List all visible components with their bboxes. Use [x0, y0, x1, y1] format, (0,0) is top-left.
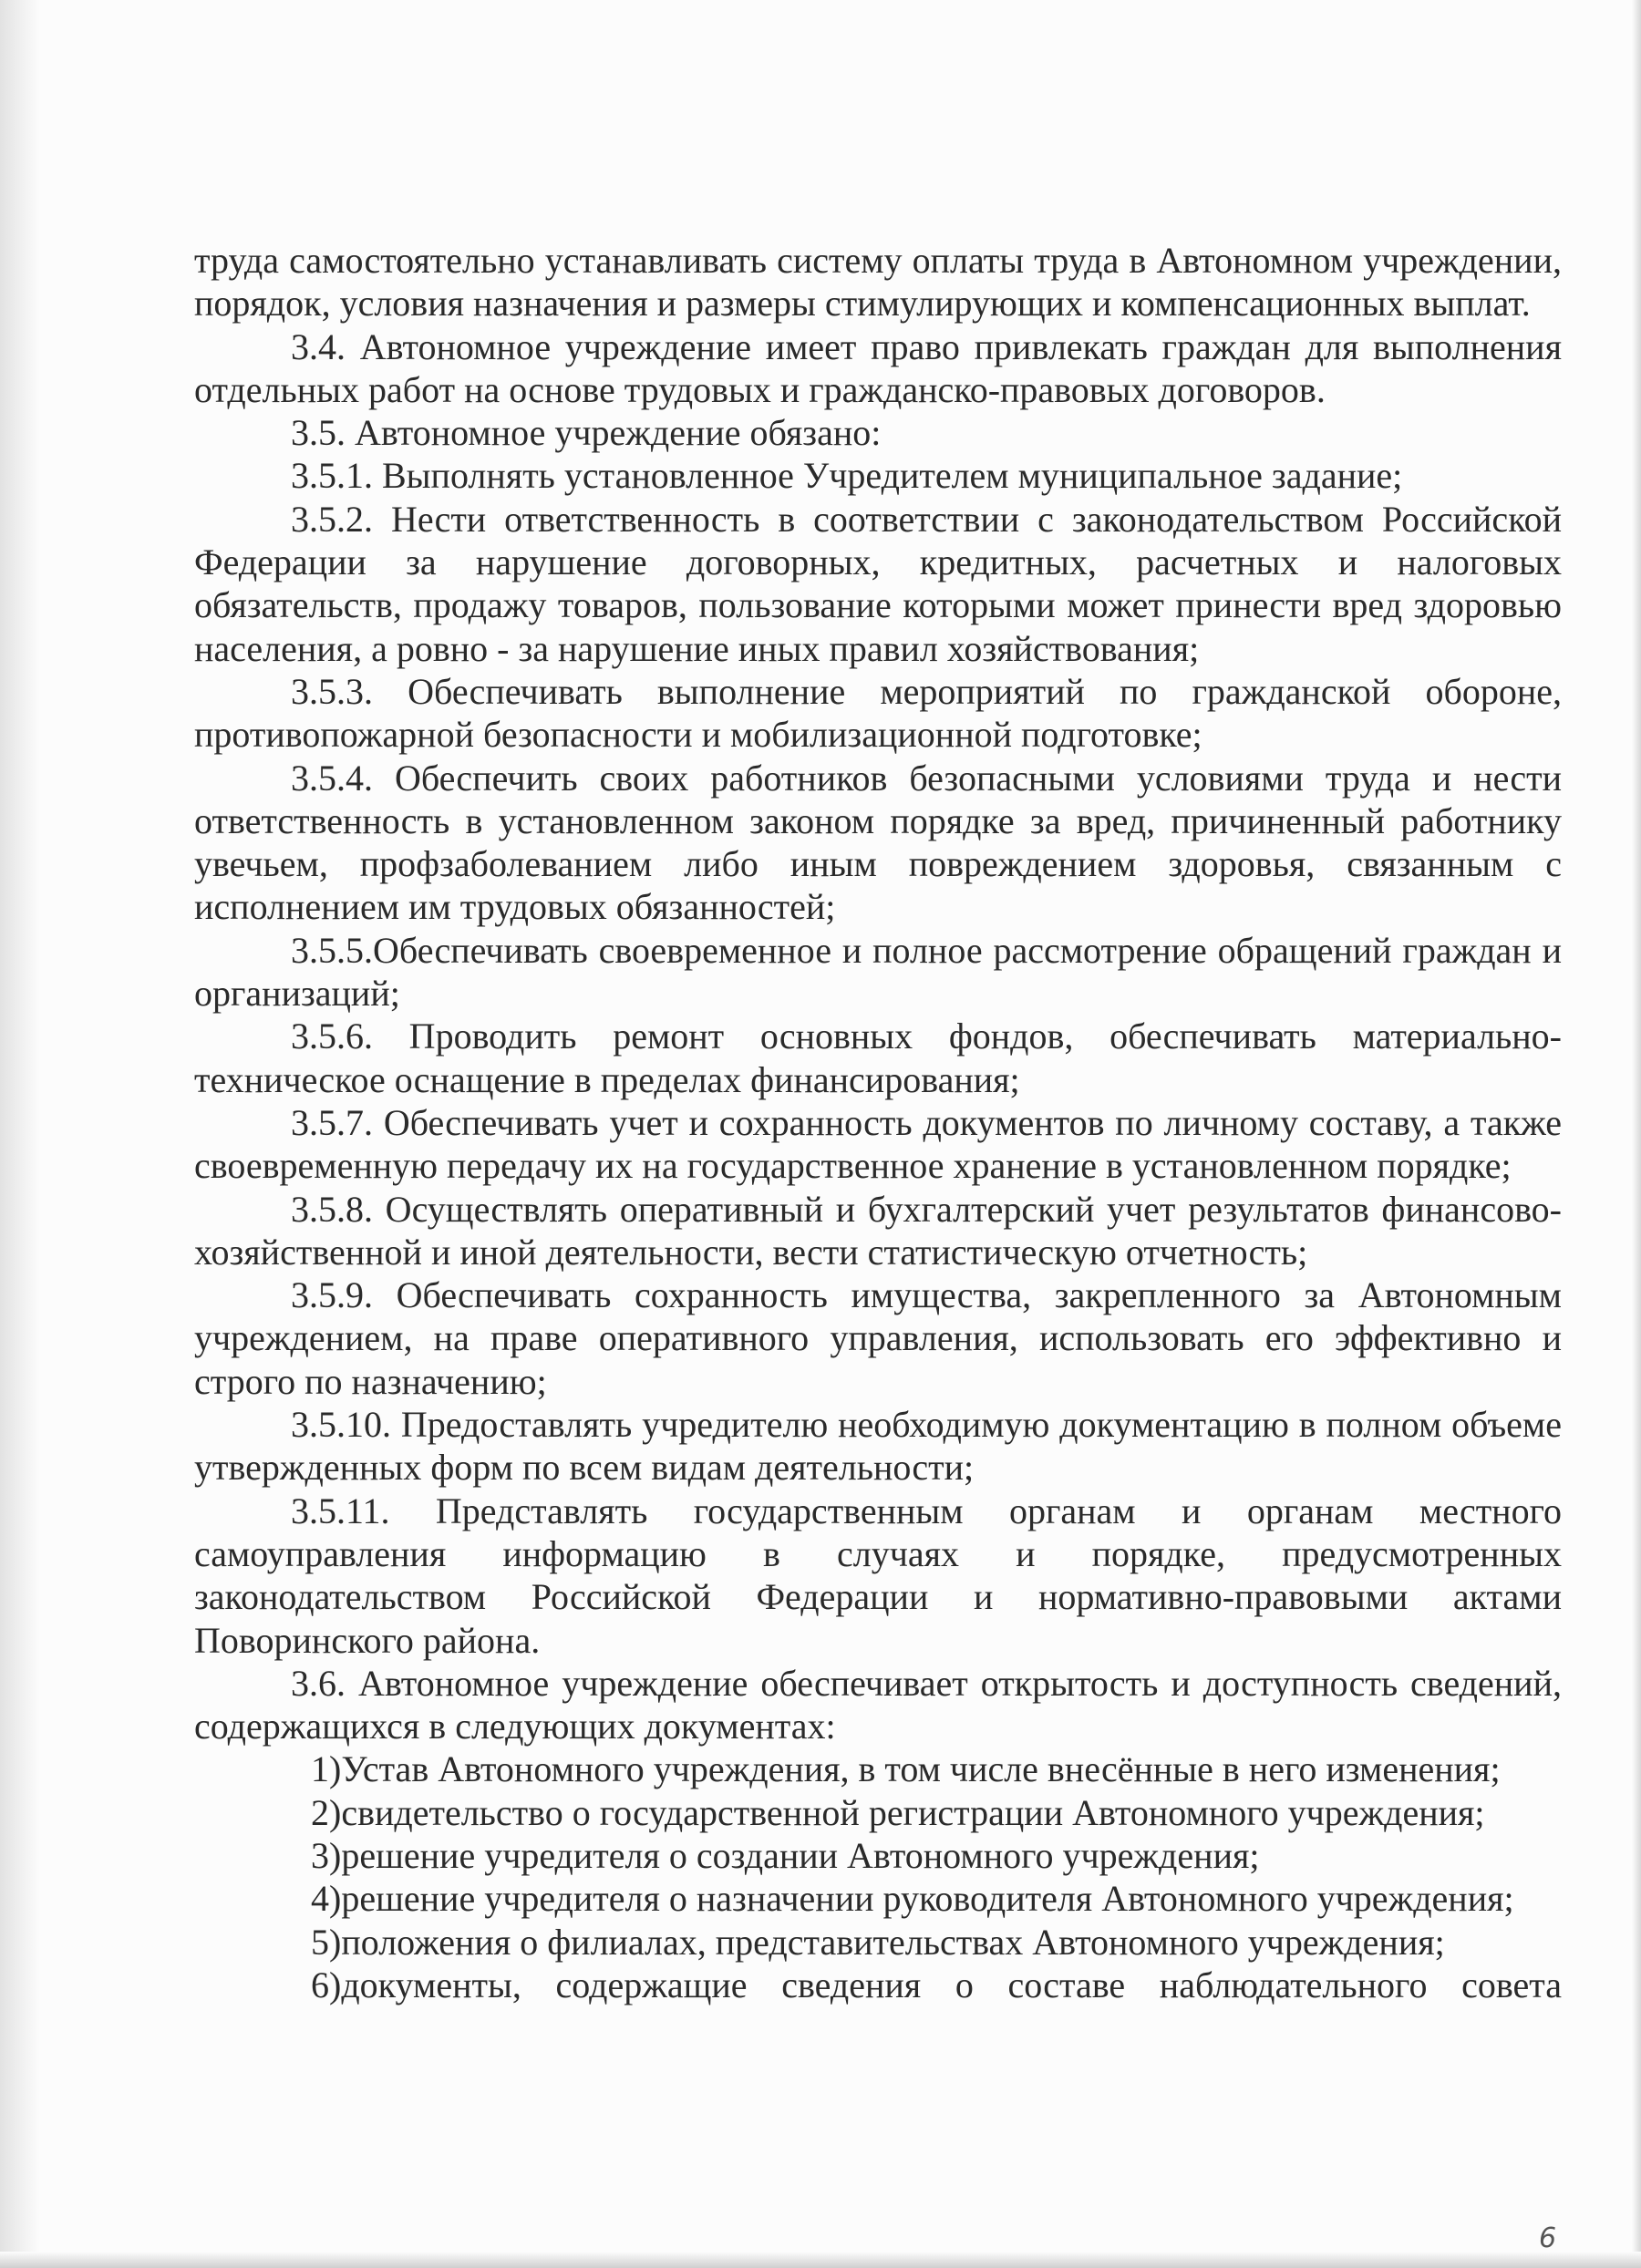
scan-edge-left [0, 0, 40, 2268]
list-item: 4)решение учредителя о назначении руководителя Автономного учреждения; [311, 1878, 1514, 1920]
list-item: 2)свидетельство о государственной регистрации Автономного учреждения; [311, 1791, 1485, 1833]
paragraph-3-5-9: 3.5.9. Обеспечивать сохранность имущества, закрепленного за Автономным учреждением, на праве оперативного управления, использовать его эффективно и строго по назначению; [194, 1274, 1562, 1402]
paragraph-3-5-11: 3.5.11. Представлять государственным органам и органам местного самоуправления информацию в случаях и порядке, предусмотренных законодательством Российской Федерации и нормативно-правовыми актами Поворинского района. [194, 1490, 1562, 1661]
list-item: 6)документы, содержащие сведения о составе наблюдательного совета [311, 1964, 1562, 2005]
list-item: 5)положения о филиалах, представительствах Автономного учреждения; [311, 1921, 1445, 1963]
paragraph-3-5-10: 3.5.10. Предоставлять учредителю необходимую документацию в полном объеме утвержденных форм по всем видам деятельности; [194, 1404, 1562, 1489]
paragraph-3-5-7: 3.5.7. Обеспечивать учет и сохранность документов по личному составу, а также своевременную передачу их на государственное хранение в установленном порядке; [194, 1101, 1562, 1187]
paragraph-3-5: 3.5. Автономное учреждение обязано: [291, 412, 882, 454]
paragraph-3-3-continuation: труда самостоятельно устанавливать систему оплаты труда в Автономном учреждении, порядок, условия назначения и размеры стимулирующих и компенсационных выплат. [194, 240, 1562, 325]
paragraph-3-5-6: 3.5.6. Проводить ремонт основных фондов, обеспечивать материально-техническое оснащение в пределах финансирования; [194, 1015, 1562, 1100]
scan-edge-right [1632, 0, 1641, 2268]
paragraph-3-5-2: 3.5.2. Нести ответственность в соответствии с законодательством Российской Федерации за нарушение договорных, кредитных, расчетных и налоговых обязательств, продажу товаров, пользование которыми может принести вред здоровью населения, а ровно - за нарушение иных правил хозяйствования; [194, 498, 1562, 669]
paragraph-3-5-1: 3.5.1. Выполнять установленное Учредителем муниципальное задание; [291, 455, 1403, 497]
paragraph-3-5-3: 3.5.3. Обеспечивать выполнение мероприятий по гражданской обороне, противопожарной безопасности и мобилизационной подготовке; [194, 670, 1562, 756]
paragraph-3-5-4: 3.5.4. Обеспечить своих работников безопасными условиями труда и нести ответственность в установленном законом порядке за вред, причиненный работнику увечьем, профзаболеванием либо иным повреждением здоровья, связанным с исполнением им трудовых обязанностей; [194, 757, 1562, 928]
paragraph-3-5-5: 3.5.5.Обеспечивать своевременное и полное рассмотрение обращений граждан и организаций; [194, 929, 1562, 1015]
paragraph-3-5-8: 3.5.8. Осуществлять оперативный и бухгалтерский учет результатов финансово-хозяйственной и иной деятельности, вести статистическую отчетность; [194, 1188, 1562, 1273]
paragraph-3-4: 3.4. Автономное учреждение имеет право привлекать граждан для выполнения отдельных работ на основе трудовых и гражданско-правовых договоров. [194, 325, 1562, 410]
paragraph-3-6: 3.6. Автономное учреждение обеспечивает открытость и доступность сведений, содержащихся в следующих документах: [194, 1662, 1562, 1747]
page-number: 6 [1539, 2222, 1557, 2254]
list-item: 3)решение учредителя о создании Автономного учреждения; [311, 1834, 1260, 1876]
list-item: 1)Устав Автономного учреждения, в том числе внесённые в него изменения; [311, 1748, 1501, 1790]
scan-edge-bottom [0, 2252, 1641, 2268]
document-page [194, 239, 1562, 2006]
